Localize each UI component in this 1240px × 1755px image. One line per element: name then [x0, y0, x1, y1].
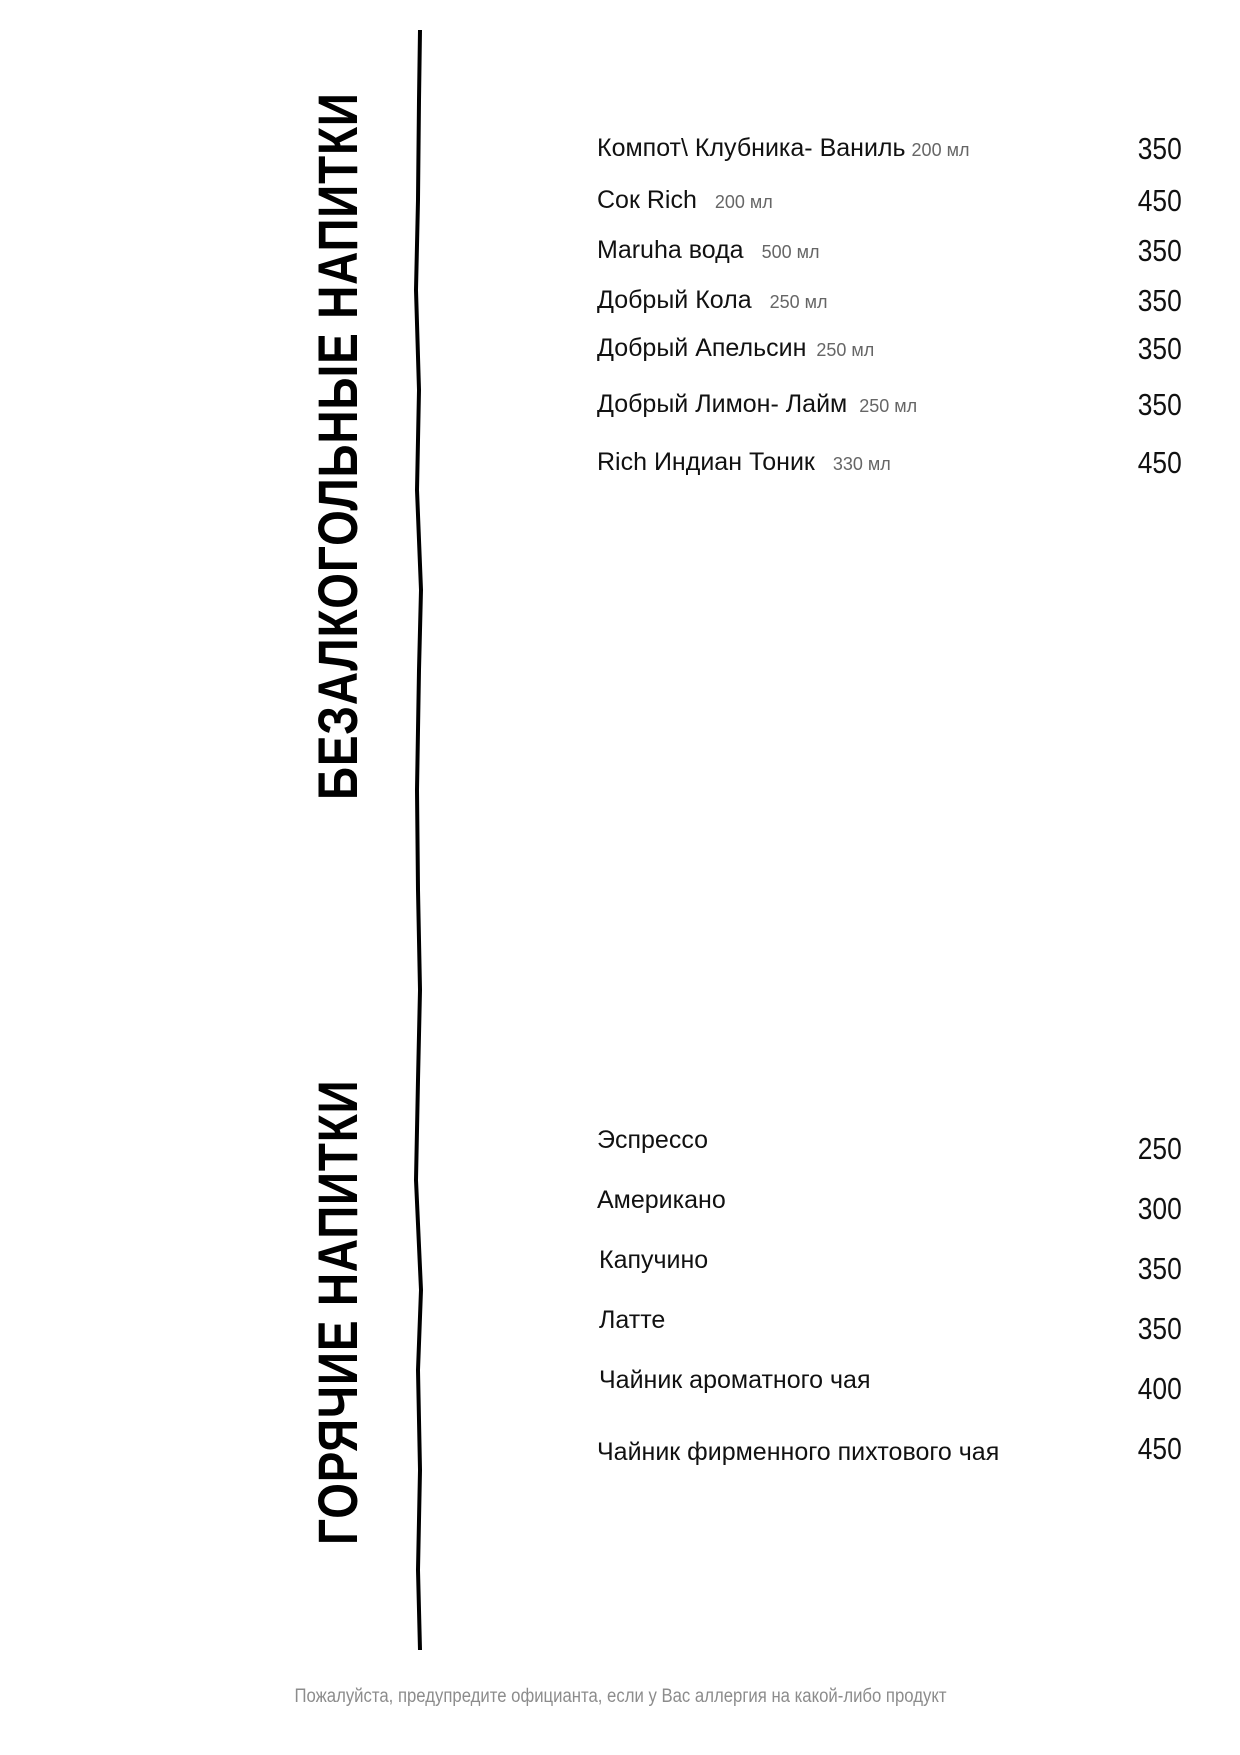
section-title-hot-drinks: ГОРЯЧИЕ НАПИТКИ: [306, 1079, 369, 1545]
menu-item: [597, 1127, 1182, 1167]
allergy-note-text: Пожалуйста, предупредите официанта, если у Вас аллергия на какой-либо продукт: [293, 1686, 947, 1707]
item-name: Чайник ароматного чая: [599, 1366, 871, 1394]
item-price: 350: [1138, 331, 1182, 366]
item-name: Капучино: [599, 1246, 709, 1274]
item-price: 350: [1138, 387, 1182, 422]
item-price: 300: [1138, 1191, 1182, 1226]
item-volume: 250 мл: [769, 292, 828, 312]
item-price: 250: [1138, 1131, 1182, 1166]
item-price: 350: [1138, 1311, 1182, 1346]
item-name: Сок Rich: [597, 186, 697, 214]
item-name: Компот\ Клубника- Ваниль: [597, 134, 906, 162]
item-price: 450: [1138, 1431, 1182, 1466]
menu-item: [597, 127, 1182, 167]
section-title-soft-drinks: БЕЗАЛКОГОЛЬНЫЕ НАПИТКИ: [306, 92, 369, 800]
menu-item: [597, 1247, 1182, 1287]
item-price: 350: [1138, 233, 1182, 268]
item-name: Rich Индиан Тоник: [597, 448, 815, 476]
item-volume: 250 мл: [859, 396, 918, 416]
item-name: Maruha вода: [597, 236, 744, 264]
item-volume: 330 мл: [832, 454, 891, 474]
item-name: Американо: [597, 1186, 726, 1214]
item-volume: 250 мл: [816, 340, 875, 360]
menu-item: [597, 1187, 1182, 1227]
menu-item: [597, 383, 1182, 423]
item-name: Латте: [599, 1306, 666, 1334]
menu-item: [597, 229, 1182, 269]
item-price: 450: [1138, 445, 1182, 480]
item-name: Добрый Апельсин: [597, 334, 807, 362]
item-name: Добрый Лимон- Лайм: [597, 390, 848, 418]
menu-item: [597, 279, 1182, 319]
menu-item: [597, 1367, 1182, 1407]
menu-item: [597, 179, 1182, 219]
item-name: Эспрессо: [597, 1126, 708, 1154]
item-price: 350: [1138, 1251, 1182, 1286]
menu-item: [597, 1307, 1182, 1347]
vertical-divider-line: [400, 30, 440, 1650]
item-volume: 500 мл: [761, 242, 820, 262]
item-price: 400: [1138, 1371, 1182, 1406]
item-price: 350: [1138, 131, 1182, 166]
item-volume: 200 мл: [714, 192, 773, 212]
allergy-note: [0, 1686, 1240, 1708]
menu-item: [597, 441, 1182, 481]
item-volume: 200 мл: [911, 140, 970, 160]
item-name: Чайник фирменного пихтового чая: [597, 1438, 1000, 1466]
item-name: Добрый Кола: [597, 286, 752, 314]
menu-item: [597, 1427, 1182, 1467]
item-price: 350: [1138, 283, 1182, 318]
menu-item: [597, 327, 1182, 367]
item-price: 450: [1138, 183, 1182, 218]
